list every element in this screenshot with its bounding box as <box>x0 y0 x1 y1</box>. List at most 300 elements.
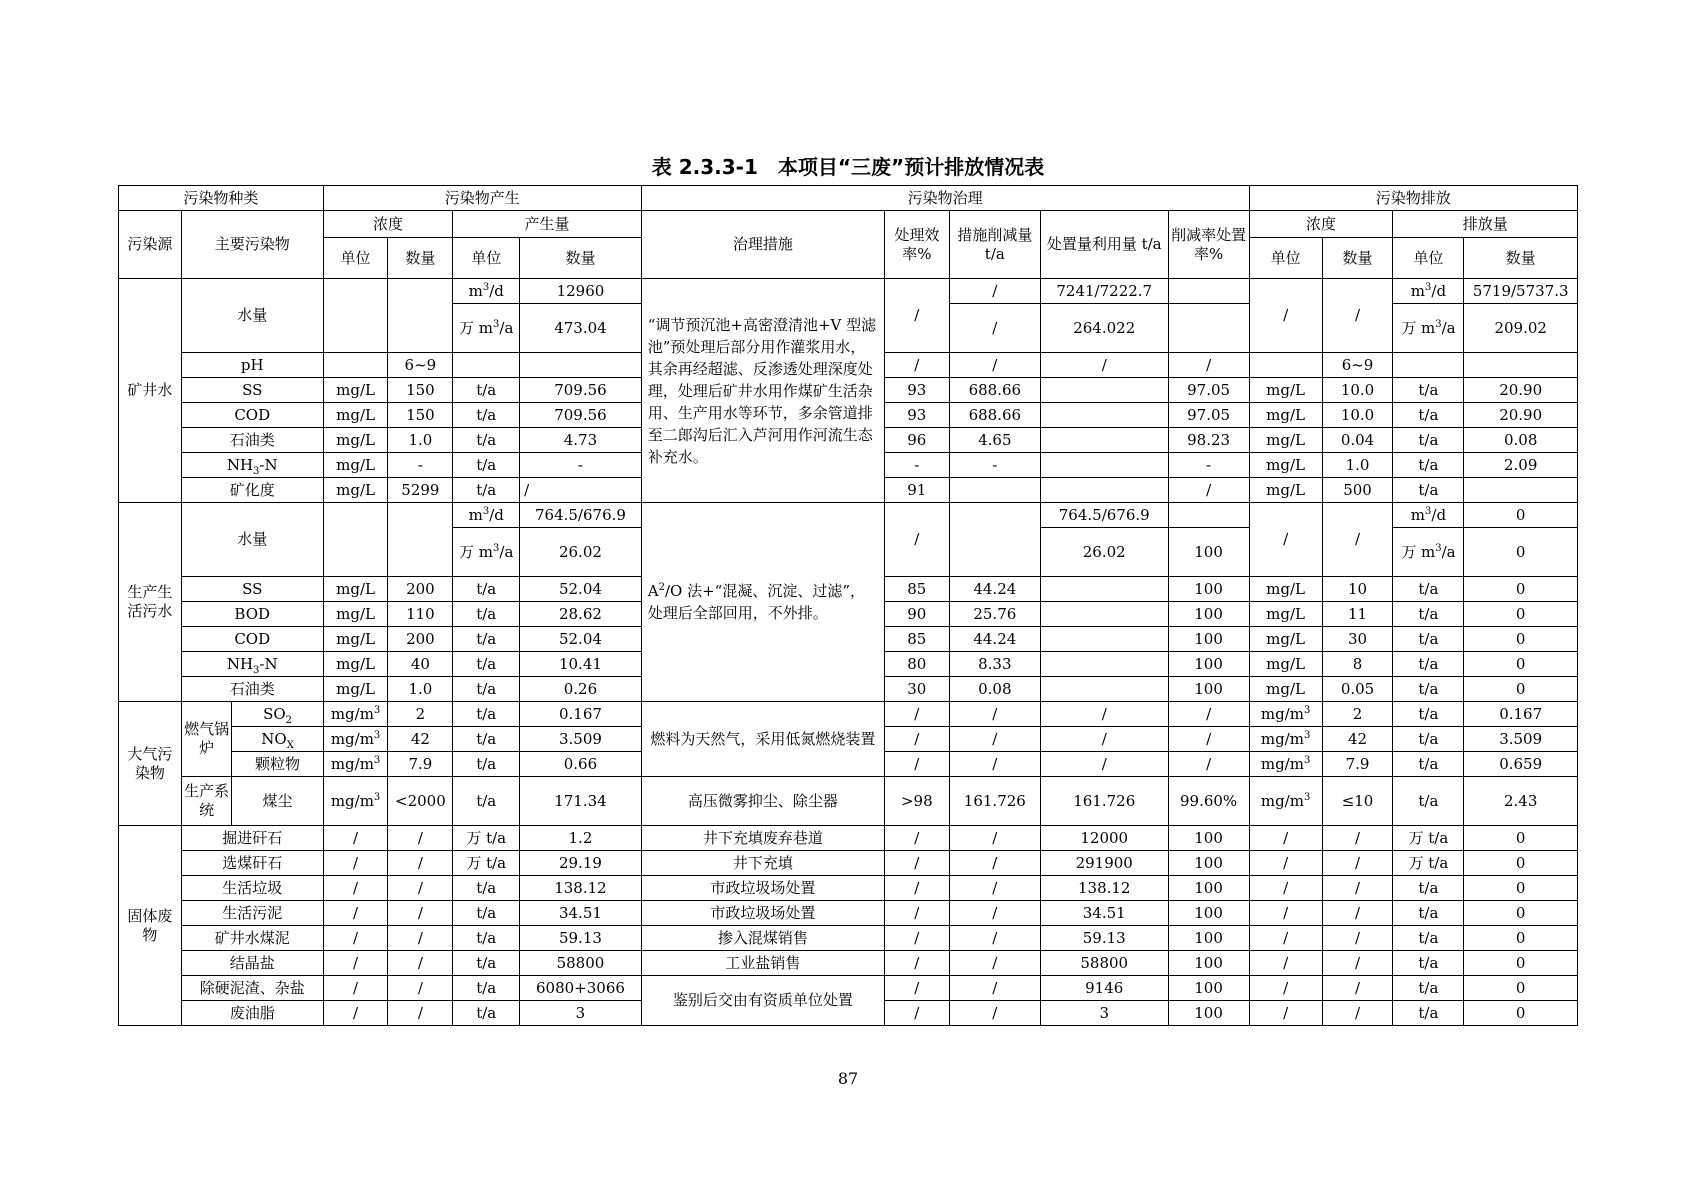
table-cell: 20.90 <box>1464 403 1578 428</box>
table-cell: / <box>949 353 1040 378</box>
table-cell: t/a <box>453 876 520 901</box>
table-cell: 100 <box>1168 677 1249 702</box>
table-cell: t/a <box>1393 976 1464 1001</box>
table-cell: / <box>1322 926 1393 951</box>
table-row <box>119 826 1578 851</box>
empty-cell <box>388 503 453 577</box>
table-cell: / <box>323 851 388 876</box>
table-cell: / <box>949 1001 1040 1026</box>
table-cell: 0.08 <box>1464 428 1578 453</box>
table-cell: 0 <box>1464 677 1578 702</box>
header-cell: 处理效率% <box>884 211 949 279</box>
table-cell: / <box>388 826 453 851</box>
subgroup-label: 生产系统 <box>181 777 232 826</box>
table-cell: / <box>1249 851 1322 876</box>
table-cell: 264.022 <box>1040 304 1168 353</box>
table-cell: / <box>520 478 642 503</box>
table-cell: / <box>1168 727 1249 752</box>
table-cell: 44.24 <box>949 627 1040 652</box>
table-cell: 6~9 <box>1322 353 1393 378</box>
table-cell: 9146 <box>1040 976 1168 1001</box>
table-cell: / <box>1249 503 1322 577</box>
table-cell: t/a <box>1393 901 1464 926</box>
table-cell: mg/L <box>1249 453 1322 478</box>
table-cell: 0 <box>1464 577 1578 602</box>
table-cell: / <box>884 353 949 378</box>
header-cell: 处置量利用量 t/a <box>1040 211 1168 279</box>
treatment-measure: 井下充填 <box>641 851 884 876</box>
table-cell: 161.726 <box>1040 777 1168 826</box>
table-cell: 4.65 <box>949 428 1040 453</box>
table-cell <box>1040 677 1168 702</box>
table-cell: 97.05 <box>1168 378 1249 403</box>
table-cell: / <box>323 976 388 1001</box>
table-cell: 85 <box>884 627 949 652</box>
page-number: 87 <box>837 1069 859 1088</box>
table-cell: 100 <box>1168 528 1249 577</box>
table-cell <box>1040 428 1168 453</box>
table-cell: 0 <box>1464 627 1578 652</box>
table-cell: 473.04 <box>520 304 642 353</box>
table-cell: 0.66 <box>520 752 642 777</box>
table-cell: mg/L <box>1249 627 1322 652</box>
table-body <box>119 186 1578 1026</box>
table-cell: 万 t/a <box>453 826 520 851</box>
treatment-measure: 市政垃圾场处置 <box>641 901 884 926</box>
table-cell: 52.04 <box>520 627 642 652</box>
table-cell: 2 <box>1322 702 1393 727</box>
table-cell: t/a <box>1393 478 1464 503</box>
group-label: 矿井水 <box>119 279 182 503</box>
treatment-measure: “调节预沉池+高密澄清池+V 型滤池”预处理后部分用作灌浆用水，其余再经超滤、反渗透处理深度处理，处理后矿井水用作煤矿生活杂用、生产用水等环节，多余管道排至二郎沟后汇入芦河用作河流生态补充水。 <box>641 279 884 503</box>
table-cell: 8.33 <box>949 652 1040 677</box>
table-cell: $mg/m^3$ <box>1249 702 1322 727</box>
pollutant-name: COD <box>181 627 323 652</box>
empty-cell <box>1464 353 1578 378</box>
table-cell: / <box>1249 1001 1322 1026</box>
treatment-measure: 市政垃圾场处置 <box>641 876 884 901</box>
table-cell: 11 <box>1322 602 1393 627</box>
pollutant-name: 水量 <box>181 503 323 577</box>
pollutant-name: 矿井水煤泥 <box>181 926 323 951</box>
table-cell: 500 <box>1322 478 1393 503</box>
table-cell: t/a <box>453 627 520 652</box>
table-cell: t/a <box>453 403 520 428</box>
table-cell: 58800 <box>1040 951 1168 976</box>
table-cell <box>1040 602 1168 627</box>
table-cell: t/a <box>1393 627 1464 652</box>
table-cell: 3.509 <box>1464 727 1578 752</box>
table-cell: / <box>949 851 1040 876</box>
emission-table <box>118 185 1578 1026</box>
table-cell: / <box>884 851 949 876</box>
table-cell: 100 <box>1168 627 1249 652</box>
table-cell: / <box>1168 478 1249 503</box>
table-cell: 97.05 <box>1168 403 1249 428</box>
table-cell: 150 <box>388 378 453 403</box>
table-cell: 万 t/a <box>453 851 520 876</box>
table-cell: / <box>1322 951 1393 976</box>
table-cell: / <box>949 727 1040 752</box>
table-cell: 709.56 <box>520 403 642 428</box>
table-cell: / <box>1040 702 1168 727</box>
treatment-measure: 井下充填废弃巷道 <box>641 826 884 851</box>
table-cell: / <box>1249 951 1322 976</box>
table-cell <box>1040 378 1168 403</box>
table-cell: t/a <box>453 1001 520 1026</box>
group-label: 固体废物 <box>119 826 182 1026</box>
table-cell: 12960 <box>520 279 642 304</box>
table-cell: 0 <box>1464 926 1578 951</box>
table-cell: 7.9 <box>1322 752 1393 777</box>
table-cell: 138.12 <box>1040 876 1168 901</box>
header-cell: 单位 <box>323 238 388 279</box>
table-cell: / <box>388 851 453 876</box>
table-cell: / <box>323 876 388 901</box>
table-cell: 100 <box>1168 951 1249 976</box>
table-cell: 764.5/676.9 <box>1040 503 1168 528</box>
table-cell: 44.24 <box>949 577 1040 602</box>
table-cell: t/a <box>453 478 520 503</box>
table-cell: / <box>388 976 453 1001</box>
table-cell <box>1040 453 1168 478</box>
table-row <box>119 702 1578 727</box>
table-cell: 2 <box>388 702 453 727</box>
empty-cell <box>323 353 388 378</box>
table-cell: / <box>949 279 1040 304</box>
header-cell: 数量 <box>520 238 642 279</box>
table-cell: 7241/7222.7 <box>1040 279 1168 304</box>
table-cell: t/a <box>453 926 520 951</box>
table-cell: 6~9 <box>388 353 453 378</box>
table-cell: / <box>949 901 1040 926</box>
treatment-measure: 鉴别后交由有资质单位处置 <box>641 976 884 1026</box>
pollutant-name: 石油类 <box>181 677 323 702</box>
table-cell: 0 <box>1464 976 1578 1001</box>
table-cell: 0 <box>1464 1001 1578 1026</box>
table-row <box>119 851 1578 876</box>
table-cell: mg/L <box>1249 577 1322 602</box>
table-cell: t/a <box>1393 652 1464 677</box>
header-cell: 削减率处置率% <box>1168 211 1249 279</box>
table-cell: / <box>1322 851 1393 876</box>
table-cell: 100 <box>1168 876 1249 901</box>
header-cell: 单位 <box>453 238 520 279</box>
table-cell: t/a <box>1393 378 1464 403</box>
table-cell: 万 $m^3/a$ <box>453 528 520 577</box>
header-cell: 产生量 <box>453 211 641 238</box>
table-cell: 764.5/676.9 <box>520 503 642 528</box>
treatment-measure: 工业盐销售 <box>641 951 884 976</box>
table-cell: 709.56 <box>520 378 642 403</box>
table-cell: 42 <box>388 727 453 752</box>
table-cell: / <box>884 926 949 951</box>
table-cell: / <box>884 976 949 1001</box>
table-cell: t/a <box>1393 428 1464 453</box>
table-cell: / <box>1168 702 1249 727</box>
table-cell: mg/L <box>323 428 388 453</box>
table-cell: - <box>884 453 949 478</box>
table-cell: 0 <box>1464 901 1578 926</box>
pollutant-name: 矿化度 <box>181 478 323 503</box>
table-cell: 85 <box>884 577 949 602</box>
table-cell: 0 <box>1464 503 1578 528</box>
table-cell: 110 <box>388 602 453 627</box>
table-cell: / <box>884 1001 949 1026</box>
table-cell: / <box>1249 279 1322 353</box>
header-cell: 数量 <box>1322 238 1393 279</box>
empty-cell <box>388 279 453 353</box>
table-cell: 0 <box>1464 826 1578 851</box>
table-cell: / <box>949 876 1040 901</box>
table-cell: mg/L <box>1249 403 1322 428</box>
pollutant-name: 结晶盐 <box>181 951 323 976</box>
header-cell: 浓度 <box>1249 211 1393 238</box>
table-cell: t/a <box>453 602 520 627</box>
pollutant-name: $NH_3-N$ <box>181 453 323 478</box>
table-cell: 688.66 <box>949 403 1040 428</box>
pollutant-name: 水量 <box>181 279 323 353</box>
table-cell: / <box>884 752 949 777</box>
header-cell: 单位 <box>1249 238 1322 279</box>
table-cell: $m^3/d$ <box>453 503 520 528</box>
treatment-measure: 燃料为天然气，采用低氮燃烧装置 <box>641 702 884 777</box>
header-cell: 污染源 <box>119 211 182 279</box>
table-cell: / <box>1322 901 1393 926</box>
table-cell: $mg/m^3$ <box>323 702 388 727</box>
table-cell: t/a <box>1393 602 1464 627</box>
table-cell: 0.659 <box>1464 752 1578 777</box>
table-cell: 1.0 <box>388 677 453 702</box>
empty-cell <box>323 279 388 353</box>
empty-cell <box>1168 304 1249 353</box>
header-cell: 主要污染物 <box>181 211 323 279</box>
table-cell: $mg/m^3$ <box>323 727 388 752</box>
table-cell: 2.09 <box>1464 453 1578 478</box>
table-cell: / <box>323 951 388 976</box>
table-cell: 138.12 <box>520 876 642 901</box>
header-cell: 污染物产生 <box>323 186 641 211</box>
pollutant-name: $NH_3-N$ <box>181 652 323 677</box>
table-row <box>119 976 1578 1001</box>
table-cell: 万 $m^3/a$ <box>1393 528 1464 577</box>
table-cell: / <box>1322 279 1393 353</box>
table-cell: 93 <box>884 403 949 428</box>
header-cell: 治理措施 <box>641 211 884 279</box>
table-cell: / <box>884 901 949 926</box>
header-cell: 单位 <box>1393 238 1464 279</box>
table-cell: 100 <box>1168 901 1249 926</box>
table-cell: 20.90 <box>1464 378 1578 403</box>
table-cell: / <box>1249 976 1322 1001</box>
table-cell: 100 <box>1168 1001 1249 1026</box>
table-cell: / <box>323 901 388 926</box>
table-cell: / <box>949 951 1040 976</box>
table-cell: / <box>1322 1001 1393 1026</box>
table-cell: t/a <box>453 727 520 752</box>
header-cell: 数量 <box>1464 238 1578 279</box>
table-cell: / <box>1040 727 1168 752</box>
table-cell: / <box>949 976 1040 1001</box>
table-cell: t/a <box>1393 777 1464 826</box>
table-cell: 0.05 <box>1322 677 1393 702</box>
table-cell: mg/L <box>1249 478 1322 503</box>
table-cell: / <box>388 1001 453 1026</box>
table-cell: $mg/m^3$ <box>1249 752 1322 777</box>
pollutant-name: SS <box>181 378 323 403</box>
table-cell: 29.19 <box>520 851 642 876</box>
pollutant-name: 生活污泥 <box>181 901 323 926</box>
header-row <box>119 211 1578 238</box>
table-cell: / <box>1249 826 1322 851</box>
table-cell <box>949 478 1040 503</box>
table-cell: 100 <box>1168 826 1249 851</box>
table-cell: 4.73 <box>520 428 642 453</box>
table-cell <box>1464 478 1578 503</box>
treatment-measure: 高压微雾抑尘、除尘器 <box>641 777 884 826</box>
table-cell: / <box>323 826 388 851</box>
empty-cell <box>1168 503 1249 528</box>
table-cell: mg/L <box>323 378 388 403</box>
table-row <box>119 279 1578 304</box>
table-cell: / <box>884 702 949 727</box>
table-cell: mg/L <box>323 627 388 652</box>
pollutant-name: $SO_2$ <box>232 702 323 727</box>
table-cell: / <box>1322 503 1393 577</box>
table-cell: ≤10 <box>1322 777 1393 826</box>
pollutant-name: $NO_X$ <box>232 727 323 752</box>
table-cell: 10 <box>1322 577 1393 602</box>
table-cell: 30 <box>884 677 949 702</box>
table-cell <box>1040 577 1168 602</box>
table-cell: - <box>388 453 453 478</box>
table-cell: t/a <box>1393 1001 1464 1026</box>
table-cell: 0.04 <box>1322 428 1393 453</box>
table-cell: t/a <box>1393 403 1464 428</box>
empty-cell <box>949 503 1040 577</box>
table-cell: / <box>884 876 949 901</box>
table-cell: / <box>1168 353 1249 378</box>
table-cell: 0.167 <box>520 702 642 727</box>
table-cell: 0.08 <box>949 677 1040 702</box>
pollutant-name: 煤尘 <box>232 777 323 826</box>
table-cell: / <box>1322 876 1393 901</box>
pollutant-name: 颗粒物 <box>232 752 323 777</box>
table-cell: t/a <box>1393 752 1464 777</box>
table-cell: t/a <box>1393 677 1464 702</box>
table-cell: t/a <box>453 777 520 826</box>
header-cell: 污染物种类 <box>119 186 324 211</box>
table-cell: 96 <box>884 428 949 453</box>
table-cell: 100 <box>1168 652 1249 677</box>
table-cell: 91 <box>884 478 949 503</box>
table-cell: 0 <box>1464 602 1578 627</box>
table-cell: $mg/m^3$ <box>1249 777 1322 826</box>
table-cell <box>1040 652 1168 677</box>
table-cell: 26.02 <box>520 528 642 577</box>
empty-cell <box>520 353 642 378</box>
table-cell: / <box>323 1001 388 1026</box>
table-cell: t/a <box>453 428 520 453</box>
table-cell: / <box>949 926 1040 951</box>
table-cell: / <box>884 279 949 353</box>
table-cell: 10.0 <box>1322 403 1393 428</box>
table-row <box>119 777 1578 826</box>
table-cell: 7.9 <box>388 752 453 777</box>
table-cell: 26.02 <box>1040 528 1168 577</box>
table-cell: 0 <box>1464 528 1578 577</box>
treatment-measure: $A^2/O$ 法+“混凝、沉淀、过滤”，处理后全部回用，不外排。 <box>641 503 884 702</box>
table-cell: 1.2 <box>520 826 642 851</box>
table-row <box>119 876 1578 901</box>
table-cell: $m^3/d$ <box>453 279 520 304</box>
table-cell: 10.41 <box>520 652 642 677</box>
table-cell: 0 <box>1464 951 1578 976</box>
table-cell: / <box>949 702 1040 727</box>
pollutant-name: pH <box>181 353 323 378</box>
table-cell: $m^3/d$ <box>1393 503 1464 528</box>
table-cell: 万 t/a <box>1393 851 1464 876</box>
table-cell <box>1040 627 1168 652</box>
table-cell: mg/L <box>1249 428 1322 453</box>
table-cell: t/a <box>1393 951 1464 976</box>
header-cell: 排放量 <box>1393 211 1578 238</box>
table-cell: t/a <box>1393 577 1464 602</box>
table-row <box>119 503 1578 528</box>
table-cell: 0.26 <box>520 677 642 702</box>
table-cell: / <box>1249 876 1322 901</box>
pollutant-name: 生活垃圾 <box>181 876 323 901</box>
table-cell: 80 <box>884 652 949 677</box>
table-cell: 8 <box>1322 652 1393 677</box>
table-cell: / <box>1322 976 1393 1001</box>
table-cell: 万 $m^3/a$ <box>1393 304 1464 353</box>
table-cell: 6080+3066 <box>520 976 642 1001</box>
table-cell: / <box>884 503 949 577</box>
table-cell: 3 <box>520 1001 642 1026</box>
table-cell: t/a <box>453 951 520 976</box>
table-cell: t/a <box>453 901 520 926</box>
table-cell: 0 <box>1464 851 1578 876</box>
table-cell: 0 <box>1464 652 1578 677</box>
table-cell: - <box>1168 453 1249 478</box>
table-cell: mg/L <box>323 577 388 602</box>
table-cell: 3.509 <box>520 727 642 752</box>
table-cell <box>1040 478 1168 503</box>
table-cell: 12000 <box>1040 826 1168 851</box>
table-cell: 171.34 <box>520 777 642 826</box>
table-cell: / <box>323 926 388 951</box>
table-cell: $mg/m^3$ <box>1249 727 1322 752</box>
table-cell: / <box>949 304 1040 353</box>
table-cell: t/a <box>453 976 520 1001</box>
table-cell: 98.23 <box>1168 428 1249 453</box>
header-row <box>119 186 1578 211</box>
table-cell: 100 <box>1168 976 1249 1001</box>
table-cell: 5719/5737.3 <box>1464 279 1578 304</box>
table-cell: 93 <box>884 378 949 403</box>
table-cell: 40 <box>388 652 453 677</box>
table-cell: t/a <box>1393 727 1464 752</box>
group-label: 生产生活污水 <box>119 503 182 702</box>
table-cell: $mg/m^3$ <box>323 777 388 826</box>
pollutant-name: 掘进矸石 <box>181 826 323 851</box>
empty-cell <box>1168 279 1249 304</box>
header-cell: 数量 <box>388 238 453 279</box>
table-cell: 100 <box>1168 577 1249 602</box>
empty-cell <box>1393 353 1464 378</box>
pollutant-name: 废油脂 <box>181 1001 323 1026</box>
